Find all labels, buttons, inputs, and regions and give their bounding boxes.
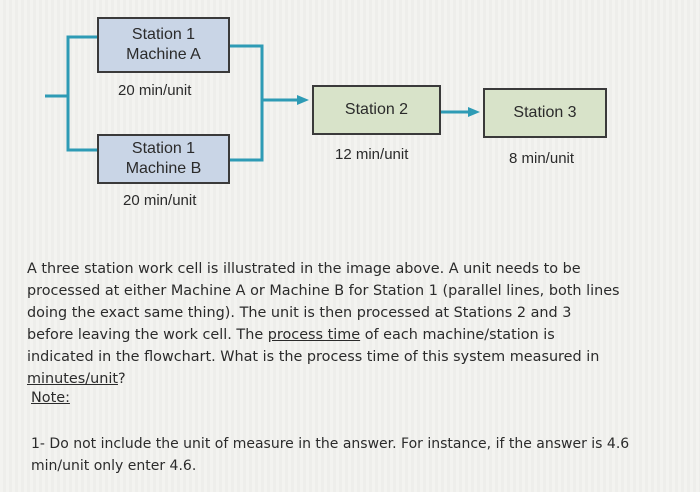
station2-box: [312, 85, 441, 135]
station2-rate: 12 min/unit: [335, 146, 409, 163]
arrow-to-station2: [297, 95, 309, 105]
station1a-rate: 20 min/unit: [118, 82, 192, 99]
question-part2: of each machine/station is indicated in the flowchart. What is the process time of this system measured in: [27, 327, 600, 365]
input-bracket: [68, 37, 98, 150]
merge-bracket: [229, 46, 262, 160]
station1b-rate: 20 min/unit: [123, 192, 197, 209]
station1b-label: Station 1: [131, 140, 196, 157]
question-part1: A three station work cell is illustrated in the image above. A unit needs to be processed at either Machine A or Machine B for Station 1 (parallel lines, both lines doing the exact same thing). The unit is then processed at Stations 2 and 3 before leaving the work cell. The: [27, 261, 620, 343]
arrow-to-station3: [468, 107, 480, 117]
station3-label: Station 3: [513, 104, 577, 121]
station2-label: Station 2: [344, 101, 409, 118]
note-label: Note:: [31, 390, 70, 406]
station1-machine-a-box: [97, 17, 230, 73]
station1a-machine-label: Machine A: [126, 46, 201, 63]
station1-machine-b-box: [97, 134, 230, 184]
work-cell-flowchart: [0, 0, 700, 230]
process-time-term: process time: [267, 327, 361, 343]
station3-box: [483, 88, 607, 138]
question-part3: ?: [117, 371, 126, 387]
station1a-label: Station 1: [131, 26, 196, 43]
note-text: 1- Do not include the unit of measure in the answer. For instance, if the answer is 4.6 min/unit only enter 4.6.: [31, 436, 630, 474]
units-term: minutes/unit: [27, 371, 118, 387]
station3-rate: 8 min/unit: [509, 150, 575, 167]
question-text: [27, 258, 622, 390]
station1b-machine-label: Machine B: [125, 160, 202, 177]
